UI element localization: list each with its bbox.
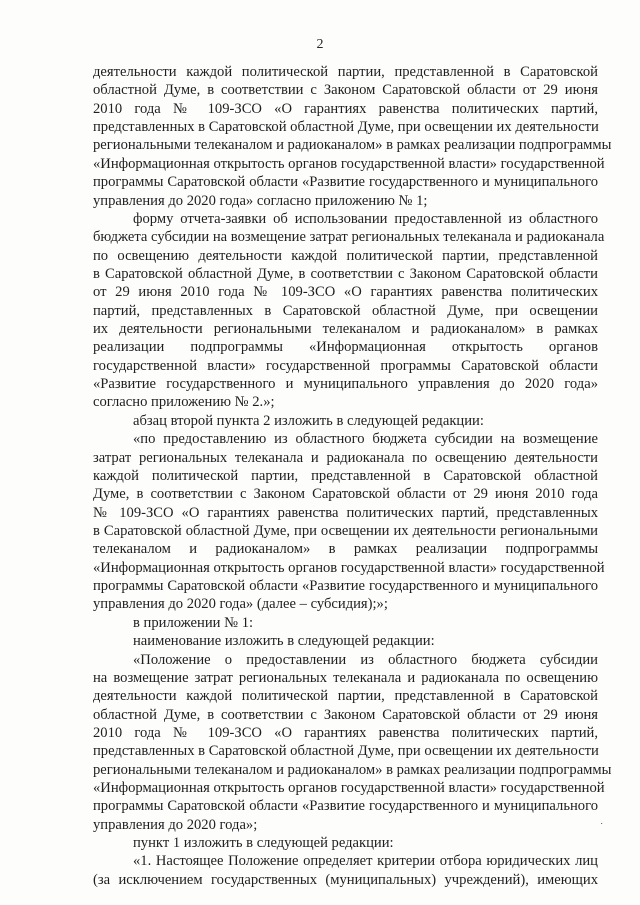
text-line: от 29 июня 2010 года № 109-ЗСО «О гарантиях равенства политических	[93, 284, 598, 301]
text-line: согласно приложению № 2.»;	[93, 394, 275, 411]
text-line: «Развитие государственного и муниципального управления до 2020 года»	[93, 376, 598, 393]
text-line: региональными телеканалом и радиоканалом» в рамках реализации подпрограммы	[93, 137, 612, 154]
text-line: деятельности каждой политической партии, представленной в Саратовской	[93, 64, 598, 80]
text-line: программы Саратовской области «Развитие государственного и муниципального	[93, 174, 598, 191]
text-line: 2010 года № 109-ЗСО «О гарантиях равенства политических партий,	[93, 724, 598, 741]
text-line: государственной власти» государственной программы Саратовской области	[93, 357, 598, 374]
text-line: управления до 2020 года»;	[93, 816, 258, 833]
text-line: «по предоставлению из областного бюджета субсидии на возмещение	[133, 431, 598, 448]
text-line: каждой политической партии, представленной в Саратовской областной	[93, 467, 598, 484]
text-line: программы Саратовской области «Развитие государственного и муниципального	[93, 798, 598, 815]
text-line: управления до 2020 года» согласно приложению № 1;	[93, 192, 428, 209]
text-line: (за исключением государственных (муниципальных) учреждений), имеющих	[93, 871, 598, 888]
text-line: «Информационная открытость органов государственной власти» государственной	[93, 559, 605, 576]
page-number: 2	[316, 37, 324, 52]
text-line: «1. Настоящее Положение определяет критерии отбора юридических лиц	[133, 853, 598, 870]
scan-mark: ·	[600, 818, 604, 829]
document-body	[93, 63, 612, 889]
text-line: партий, представленных в Саратовской областной Думе, при освещении	[93, 302, 598, 319]
text-line: «Информационная открытость органов государственной власти» государственной	[93, 155, 605, 172]
text-line: программы Саратовской области «Развитие государственного и муниципального	[93, 578, 598, 595]
text-line: деятельности каждой политической партии, представленной в Саратовской	[93, 688, 598, 705]
text-line: областной Думе, в соответствии с Законом Саратовской области от 29 июня	[93, 82, 598, 99]
text-line: затрат региональных телеканала и радиоканала по освещению деятельности	[93, 449, 598, 466]
text-line: № 109-ЗСО «О гарантиях равенства политических партий, представленных	[93, 504, 598, 521]
text-line: в Саратовской областной Думе, в соответствии с Законом Саратовской области	[93, 265, 598, 282]
text-line: телеканалом и радиоканалом» в рамках реализации подпрограммы	[93, 541, 598, 558]
text-line: наименование изложить в следующей редакции:	[133, 633, 435, 650]
text-line: форму отчета-заявки об использовании предоставленной из областного	[133, 210, 598, 227]
text-line: «Положение о предоставлении из областного бюджета субсидии	[133, 651, 598, 668]
text-line: бюджета субсидии на возмещение затрат региональных телеканала и радиоканала	[93, 229, 605, 246]
text-line: региональными телеканалом и радиоканалом» в рамках реализации подпрограммы	[93, 761, 612, 778]
text-line: по освещению деятельности каждой политической партии, представленной	[93, 247, 598, 264]
text-line: управления до 2020 года» (далее – субсидия);»;	[93, 596, 388, 613]
text-line: представленных в Саратовской областной Думе, при освещении их деятельности	[93, 743, 599, 760]
text-line: 2010 года № 109-ЗСО «О гарантиях равенства политических партий,	[93, 100, 598, 117]
text-line: абзац второй пункта 2 изложить в следующей редакции:	[133, 412, 484, 429]
text-line: пункт 1 изложить в следующей редакции:	[133, 835, 394, 852]
text-line: реализации подпрограммы «Информационная открытость органов	[93, 339, 598, 356]
text-line: Думе, в соответствии с Законом Саратовской области от 29 июня 2010 года	[93, 486, 598, 503]
text-line: «Информационная открытость органов государственной власти» государственной	[93, 780, 605, 797]
text-line: в приложении № 1:	[133, 614, 254, 631]
text-line: в Саратовской областной Думе, при освещении их деятельности региональными	[93, 522, 598, 539]
text-line: на возмещение затрат региональных телеканала и радиоканала по освещению	[93, 669, 598, 686]
text-line: представленных в Саратовской областной Думе, при освещении их деятельности	[93, 119, 599, 136]
text-line: областной Думе, в соответствии с Законом Саратовской области от 29 июня	[93, 706, 598, 723]
text-line: их деятельности региональными телеканалом и радиоканалом» в рамках	[93, 321, 598, 338]
